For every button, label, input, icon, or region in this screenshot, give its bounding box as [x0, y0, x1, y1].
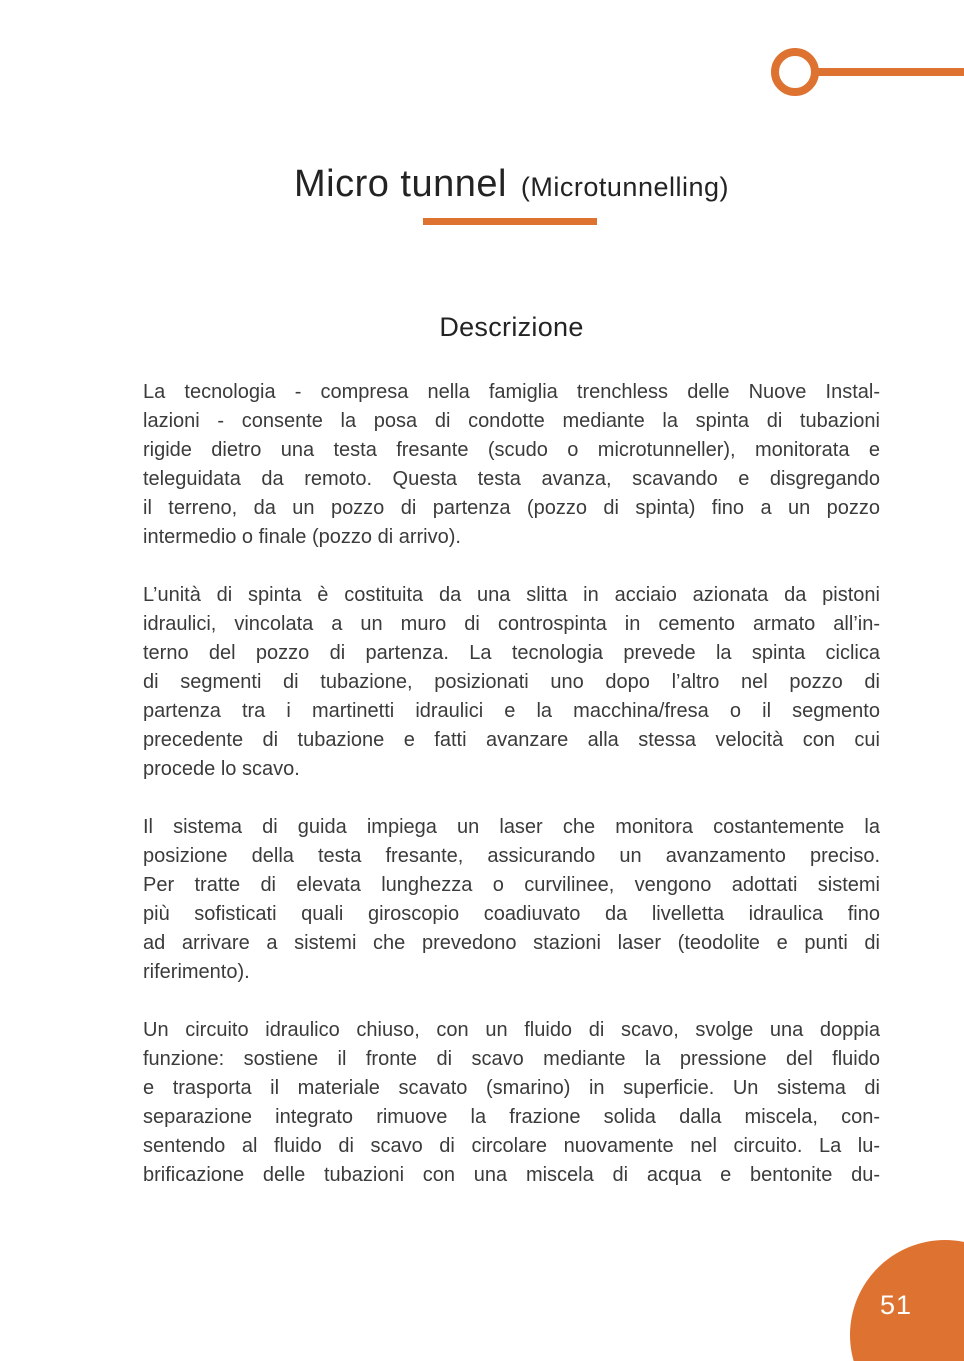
text-line: La tecnologia - compresa nella famiglia trenchless delle Nuove Instal- [143, 381, 880, 403]
text-line: partenza tra i martinetti idraulici e la macchina/fresa o il segmento [143, 700, 880, 722]
horizontal-rule-ornament [818, 68, 964, 76]
text-line: separazione integrato rimuove la frazione solida dalla miscela, con- [143, 1106, 880, 1128]
text-line: Per tratte di elevata lunghezza o curvilinee, vengono adottati sistemi [143, 874, 880, 896]
text-line: Il sistema di guida impiega un laser che monitora costantemente la [143, 816, 880, 838]
text-line: riferimento). [143, 961, 250, 983]
page-title-sub: (Microtunnelling) [520, 172, 729, 202]
paragraph-1 [143, 378, 880, 552]
text-line: sentendo al fluido di scavo di circolare nuovamente nel circuito. La lu- [143, 1135, 880, 1157]
page-number-badge [850, 1240, 964, 1361]
page-title [143, 163, 880, 206]
text-line: intermedio o finale (pozzo di arrivo). [143, 526, 461, 548]
text-line: il terreno, da un pozzo di partenza (pozzo di spinta) fino a un pozzo [143, 497, 880, 519]
text-line: e trasporta il materiale scavato (smarino) in superficie. Un sistema di [143, 1077, 880, 1099]
text-line: teleguidata da remoto. Questa testa avanza, scavando e disgregando [143, 468, 880, 490]
text-line: funzione: sostiene il fronte di scavo mediante la pressione del fluido [143, 1048, 880, 1070]
paragraph-4 [143, 1016, 880, 1190]
page-title-main: Micro tunnel [293, 163, 507, 205]
text-line: procede lo scavo. [143, 758, 300, 780]
text-line: terno del pozzo di partenza. La tecnologia prevede la spinta ciclica [143, 642, 880, 664]
text-line: L’unità di spinta è costituita da una slitta in acciaio azionata da pistoni [143, 584, 880, 606]
text-line: posizione della testa fresante, assicurando un avanzamento preciso. [143, 845, 880, 867]
text-line: più sofisticati quali giroscopio coadiuvato da livelletta idraulica fino [143, 903, 880, 925]
text-line: Un circuito idraulico chiuso, con un fluido di scavo, svolge una doppia [143, 1019, 880, 1041]
paragraph-3 [143, 813, 880, 987]
text-line: ad arrivare a sistemi che prevedono stazioni laser (teodolite e punti di [143, 932, 880, 954]
text-line: brificazione delle tubazioni con una miscela di acqua e bentonite du- [143, 1164, 880, 1186]
body-text [143, 378, 880, 1219]
page-number: 51 [880, 1290, 913, 1320]
circle-ornament-icon [771, 48, 819, 96]
text-line: lazioni - consente la posa di condotte mediante la spinta di tubazioni [143, 410, 880, 432]
paragraph-2 [143, 581, 880, 784]
text-line: idraulici, vincolata a un muro di controspinta in cemento armato all’in- [143, 613, 880, 635]
text-line: di segmenti di tubazione, posizionati uno dopo l’altro nel pozzo di [143, 671, 880, 693]
section-heading: Descrizione [439, 312, 584, 342]
text-line: precedente di tubazione e fatti avanzare alla stessa velocità con cui [143, 729, 880, 751]
text-line: rigide dietro una testa fresante (scudo o microtunneller), monitorata e [143, 439, 880, 461]
title-underline [423, 218, 597, 225]
